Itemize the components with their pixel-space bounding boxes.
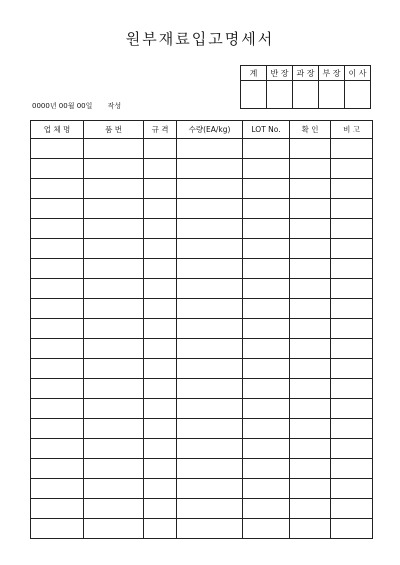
cell-company[interactable] [31, 479, 84, 499]
cell-quantity[interactable] [177, 419, 243, 439]
cell-remarks[interactable] [331, 199, 373, 219]
approval-header-section-chief: 과 장 [293, 66, 319, 81]
cell-quantity[interactable] [177, 339, 243, 359]
cell-company[interactable] [31, 279, 84, 299]
cell-remarks[interactable] [331, 179, 373, 199]
cell-company[interactable] [31, 259, 84, 279]
approval-sign-cell[interactable] [345, 81, 371, 109]
column-header-confirm: 확 인 [290, 121, 331, 139]
cell-confirm[interactable] [290, 359, 331, 379]
cell-remarks[interactable] [331, 359, 373, 379]
cell-spec[interactable] [144, 419, 177, 439]
cell-quantity[interactable] [177, 199, 243, 219]
cell-confirm[interactable] [290, 439, 331, 459]
cell-company[interactable] [31, 399, 84, 419]
table-row [31, 399, 373, 419]
cell-confirm[interactable] [290, 479, 331, 499]
table-row [31, 219, 373, 239]
cell-company[interactable] [31, 419, 84, 439]
cell-remarks[interactable] [331, 459, 373, 479]
cell-lot-number[interactable] [243, 219, 290, 239]
cell-quantity[interactable] [177, 239, 243, 259]
cell-part-number[interactable] [84, 159, 144, 179]
cell-part-number[interactable] [84, 319, 144, 339]
cell-quantity[interactable] [177, 159, 243, 179]
cell-company[interactable] [31, 179, 84, 199]
cell-confirm[interactable] [290, 199, 331, 219]
cell-confirm[interactable] [290, 399, 331, 419]
cell-part-number[interactable] [84, 479, 144, 499]
table-row [31, 419, 373, 439]
cell-spec[interactable] [144, 399, 177, 419]
cell-part-number[interactable] [84, 519, 144, 539]
cell-part-number[interactable] [84, 419, 144, 439]
cell-spec[interactable] [144, 379, 177, 399]
cell-lot-number[interactable] [243, 299, 290, 319]
cell-lot-number[interactable] [243, 439, 290, 459]
cell-remarks[interactable] [331, 439, 373, 459]
cell-remarks[interactable] [331, 379, 373, 399]
table-row [31, 379, 373, 399]
cell-part-number[interactable] [84, 499, 144, 519]
cell-remarks[interactable] [331, 219, 373, 239]
cell-company[interactable] [31, 319, 84, 339]
cell-confirm[interactable] [290, 319, 331, 339]
column-header-lot-number: LOT No. [243, 121, 290, 139]
cell-spec[interactable] [144, 239, 177, 259]
cell-quantity[interactable] [177, 399, 243, 419]
table-row [31, 239, 373, 259]
cell-part-number[interactable] [84, 459, 144, 479]
table-row [31, 139, 373, 159]
cell-remarks[interactable] [331, 399, 373, 419]
cell-spec[interactable] [144, 439, 177, 459]
table-row [31, 499, 373, 519]
column-header-quantity: 수량(EA/kg) [177, 121, 243, 139]
cell-company[interactable] [31, 519, 84, 539]
approval-sign-row [241, 81, 371, 109]
cell-company[interactable] [31, 299, 84, 319]
column-header-company: 업 체 명 [31, 121, 84, 139]
cell-spec[interactable] [144, 519, 177, 539]
column-header-spec: 규 격 [144, 121, 177, 139]
cell-company[interactable] [31, 139, 84, 159]
approval-sign-cell[interactable] [267, 81, 293, 109]
column-header-remarks: 비 고 [331, 121, 373, 139]
cell-spec[interactable] [144, 259, 177, 279]
cell-lot-number[interactable] [243, 339, 290, 359]
approval-header-director: 이 사 [345, 66, 371, 81]
cell-remarks[interactable] [331, 299, 373, 319]
table-row [31, 299, 373, 319]
cell-company[interactable] [31, 199, 84, 219]
cell-company[interactable] [31, 379, 84, 399]
cell-confirm[interactable] [290, 259, 331, 279]
table-row [31, 459, 373, 479]
cell-lot-number[interactable] [243, 199, 290, 219]
cell-lot-number[interactable] [243, 419, 290, 439]
cell-part-number[interactable] [84, 139, 144, 159]
cell-lot-number[interactable] [243, 259, 290, 279]
table-row [31, 359, 373, 379]
cell-lot-number[interactable] [243, 379, 290, 399]
cell-company[interactable] [31, 359, 84, 379]
cell-quantity[interactable] [177, 319, 243, 339]
cell-quantity[interactable] [177, 219, 243, 239]
cell-quantity[interactable] [177, 439, 243, 459]
cell-part-number[interactable] [84, 379, 144, 399]
approval-sign-cell[interactable] [293, 81, 319, 109]
cell-part-number[interactable] [84, 359, 144, 379]
cell-confirm[interactable] [290, 339, 331, 359]
cell-spec[interactable] [144, 339, 177, 359]
cell-spec[interactable] [144, 159, 177, 179]
cell-quantity[interactable] [177, 179, 243, 199]
cell-lot-number[interactable] [243, 519, 290, 539]
approval-sign-cell[interactable] [319, 81, 345, 109]
cell-quantity[interactable] [177, 499, 243, 519]
cell-lot-number[interactable] [243, 399, 290, 419]
cell-company[interactable] [31, 219, 84, 239]
cell-quantity[interactable] [177, 139, 243, 159]
items-body [31, 139, 373, 539]
cell-quantity[interactable] [177, 379, 243, 399]
cell-quantity[interactable] [177, 279, 243, 299]
items-header-row [31, 121, 373, 139]
cell-lot-number[interactable] [243, 459, 290, 479]
cell-spec[interactable] [144, 319, 177, 339]
cell-part-number[interactable] [84, 339, 144, 359]
approval-box [240, 65, 371, 109]
cell-lot-number[interactable] [243, 159, 290, 179]
cell-lot-number[interactable] [243, 279, 290, 299]
cell-confirm[interactable] [290, 179, 331, 199]
cell-confirm[interactable] [290, 239, 331, 259]
cell-company[interactable] [31, 499, 84, 519]
written-label: 작성 [107, 102, 122, 110]
table-row [31, 259, 373, 279]
cell-remarks[interactable] [331, 239, 373, 259]
cell-spec[interactable] [144, 299, 177, 319]
cell-part-number[interactable] [84, 199, 144, 219]
cell-spec[interactable] [144, 359, 177, 379]
cell-lot-number[interactable] [243, 499, 290, 519]
cell-part-number[interactable] [84, 239, 144, 259]
cell-company[interactable] [31, 439, 84, 459]
cell-confirm[interactable] [290, 159, 331, 179]
cell-confirm[interactable] [290, 519, 331, 539]
approval-header-team-leader: 반 장 [267, 66, 293, 81]
cell-remarks[interactable] [331, 159, 373, 179]
cell-confirm[interactable] [290, 139, 331, 159]
cell-remarks[interactable] [331, 479, 373, 499]
cell-part-number[interactable] [84, 299, 144, 319]
cell-part-number[interactable] [84, 279, 144, 299]
cell-company[interactable] [31, 339, 84, 359]
cell-part-number[interactable] [84, 399, 144, 419]
cell-lot-number[interactable] [243, 319, 290, 339]
cell-spec[interactable] [144, 279, 177, 299]
cell-spec[interactable] [144, 219, 177, 239]
cell-lot-number[interactable] [243, 479, 290, 499]
table-row [31, 339, 373, 359]
cell-company[interactable] [31, 239, 84, 259]
cell-spec[interactable] [144, 179, 177, 199]
cell-confirm[interactable] [290, 299, 331, 319]
table-row [31, 319, 373, 339]
cell-spec[interactable] [144, 479, 177, 499]
cell-confirm[interactable] [290, 499, 331, 519]
approval-header-row [241, 66, 371, 81]
table-row [31, 199, 373, 219]
written-date: 0000년 00월 00일 [32, 102, 93, 110]
cell-quantity[interactable] [177, 259, 243, 279]
table-row [31, 159, 373, 179]
table-row [31, 439, 373, 459]
cell-quantity[interactable] [177, 299, 243, 319]
column-header-part-number: 품 번 [84, 121, 144, 139]
items-table [30, 120, 373, 539]
cell-spec[interactable] [144, 139, 177, 159]
document-title: 원부재료입고명세서 [125, 30, 275, 48]
cell-remarks[interactable] [331, 319, 373, 339]
cell-quantity[interactable] [177, 479, 243, 499]
cell-confirm[interactable] [290, 419, 331, 439]
cell-spec[interactable] [144, 459, 177, 479]
cell-spec[interactable] [144, 499, 177, 519]
table-row [31, 279, 373, 299]
cell-quantity[interactable] [177, 359, 243, 379]
cell-spec[interactable] [144, 199, 177, 219]
cell-remarks[interactable] [331, 279, 373, 299]
cell-part-number[interactable] [84, 439, 144, 459]
cell-quantity[interactable] [177, 459, 243, 479]
cell-remarks[interactable] [331, 499, 373, 519]
cell-lot-number[interactable] [243, 239, 290, 259]
cell-part-number[interactable] [84, 179, 144, 199]
cell-company[interactable] [31, 159, 84, 179]
cell-part-number[interactable] [84, 259, 144, 279]
cell-confirm[interactable] [290, 219, 331, 239]
cell-lot-number[interactable] [243, 359, 290, 379]
approval-sign-cell[interactable] [241, 81, 267, 109]
cell-confirm[interactable] [290, 379, 331, 399]
cell-part-number[interactable] [84, 219, 144, 239]
cell-confirm[interactable] [290, 459, 331, 479]
cell-remarks[interactable] [331, 419, 373, 439]
cell-company[interactable] [31, 459, 84, 479]
cell-lot-number[interactable] [243, 179, 290, 199]
approval-header-staff: 계 [241, 66, 267, 81]
table-row [31, 179, 373, 199]
cell-remarks[interactable] [331, 139, 373, 159]
table-row [31, 519, 373, 539]
cell-lot-number[interactable] [243, 139, 290, 159]
cell-remarks[interactable] [331, 339, 373, 359]
cell-remarks[interactable] [331, 519, 373, 539]
table-row [31, 479, 373, 499]
cell-remarks[interactable] [331, 259, 373, 279]
date-line [32, 101, 125, 111]
cell-quantity[interactable] [177, 519, 243, 539]
cell-confirm[interactable] [290, 279, 331, 299]
approval-header-department-head: 부 장 [319, 66, 345, 81]
